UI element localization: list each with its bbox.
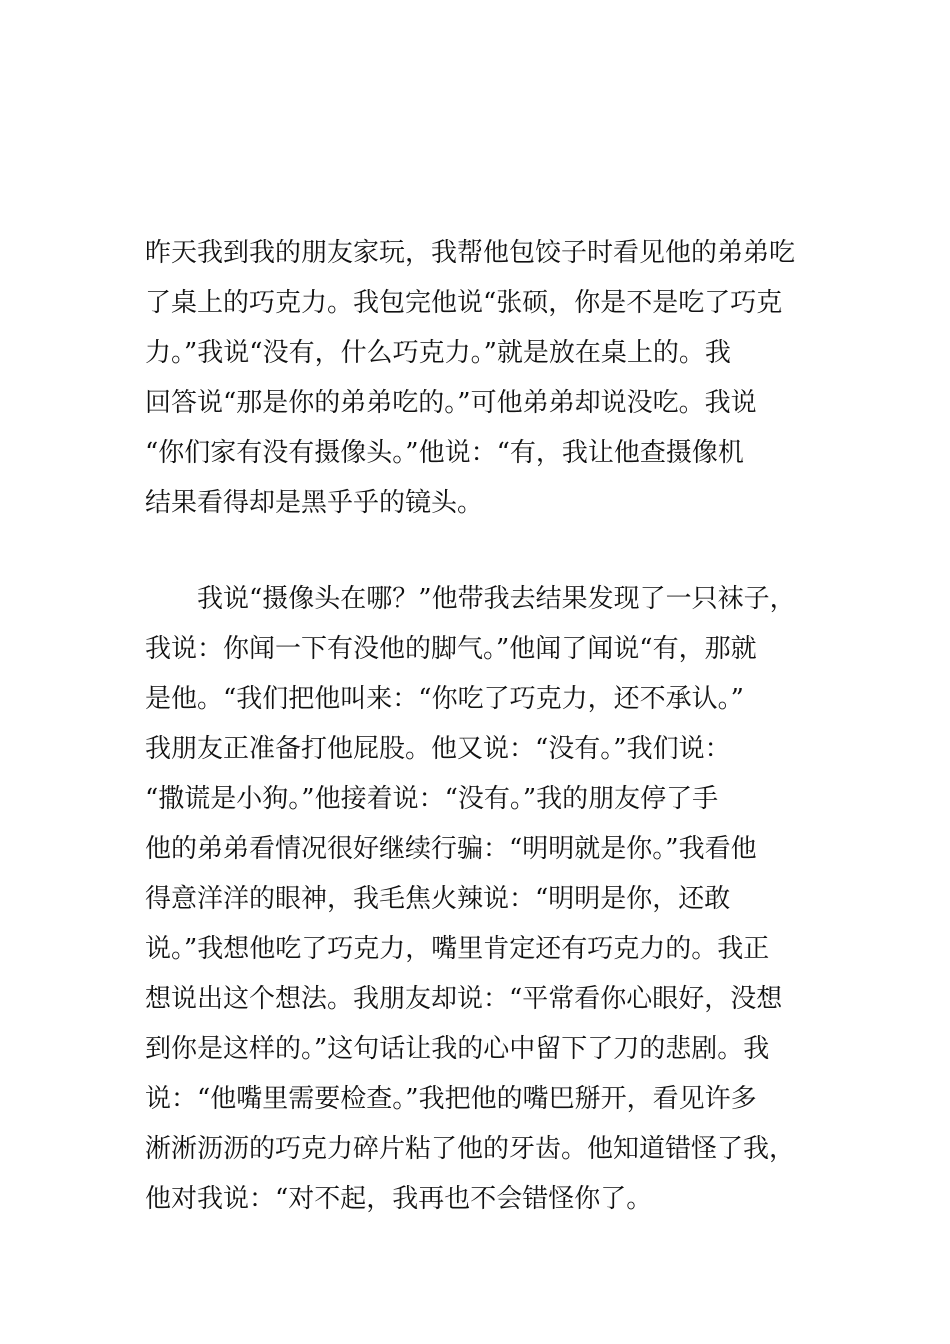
text-line: 他对我说：“对不起，我再也不会错怪你了。 bbox=[145, 1184, 653, 1214]
text-line: 我说“摄像头在哪？”他带我去结果发现了一只袜子， bbox=[145, 584, 796, 614]
text-line: 力。”我说“没有，什么巧克力。”就是放在桌上的。我 bbox=[145, 338, 731, 368]
text-line: 昨天我到我的朋友家玩，我帮他包饺子时看见他的弟弟吃 bbox=[145, 238, 796, 268]
paragraph-1 bbox=[145, 228, 825, 528]
text-line: 得意洋洋的眼神，我毛焦火辣说：“明明是你，还敢 bbox=[145, 884, 731, 914]
text-line: “你们家有没有摄像头。”他说：“有，我让他查摄像机 bbox=[145, 438, 744, 468]
text-line: 说：“他嘴里需要检查。”我把他的嘴巴掰开，看见许多 bbox=[145, 1084, 757, 1114]
text-line: 了桌上的巧克力。我包完他说“张硕，你是不是吃了巧克 bbox=[145, 288, 783, 318]
paragraph-2 bbox=[145, 574, 825, 1224]
text-line: 我说：你闻一下有没他的脚气。”他闻了闻说“有，那就 bbox=[145, 634, 757, 664]
text-line: 淅淅沥沥的巧克力碎片粘了他的牙齿。他知道错怪了我， bbox=[145, 1134, 796, 1164]
text-line: 说。”我想他吃了巧克力，嘴里肯定还有巧克力的。我正 bbox=[145, 934, 770, 964]
text-line: 结果看得却是黑乎乎的镜头。 bbox=[145, 488, 484, 518]
text-line: “撒谎是小狗。”他接着说：“没有。”我的朋友停了手 bbox=[145, 784, 719, 814]
text-line: 到你是这样的。”这句话让我的心中留下了刀的悲剧。我 bbox=[145, 1034, 770, 1064]
text-line: 他的弟弟看情况很好继续行骗：“明明就是你。”我看他 bbox=[145, 834, 757, 864]
text-line: 回答说“那是你的弟弟吃的。”可他弟弟却说没吃。我说 bbox=[145, 388, 757, 418]
text-line: 想说出这个想法。我朋友却说：“平常看你心眼好，没想 bbox=[145, 984, 783, 1014]
text-line: 是他。“我们把他叫来：“你吃了巧克力，还不承认。” bbox=[145, 684, 744, 714]
text-line: 我朋友正准备打他屁股。他又说：“没有。”我们说： bbox=[145, 734, 731, 764]
